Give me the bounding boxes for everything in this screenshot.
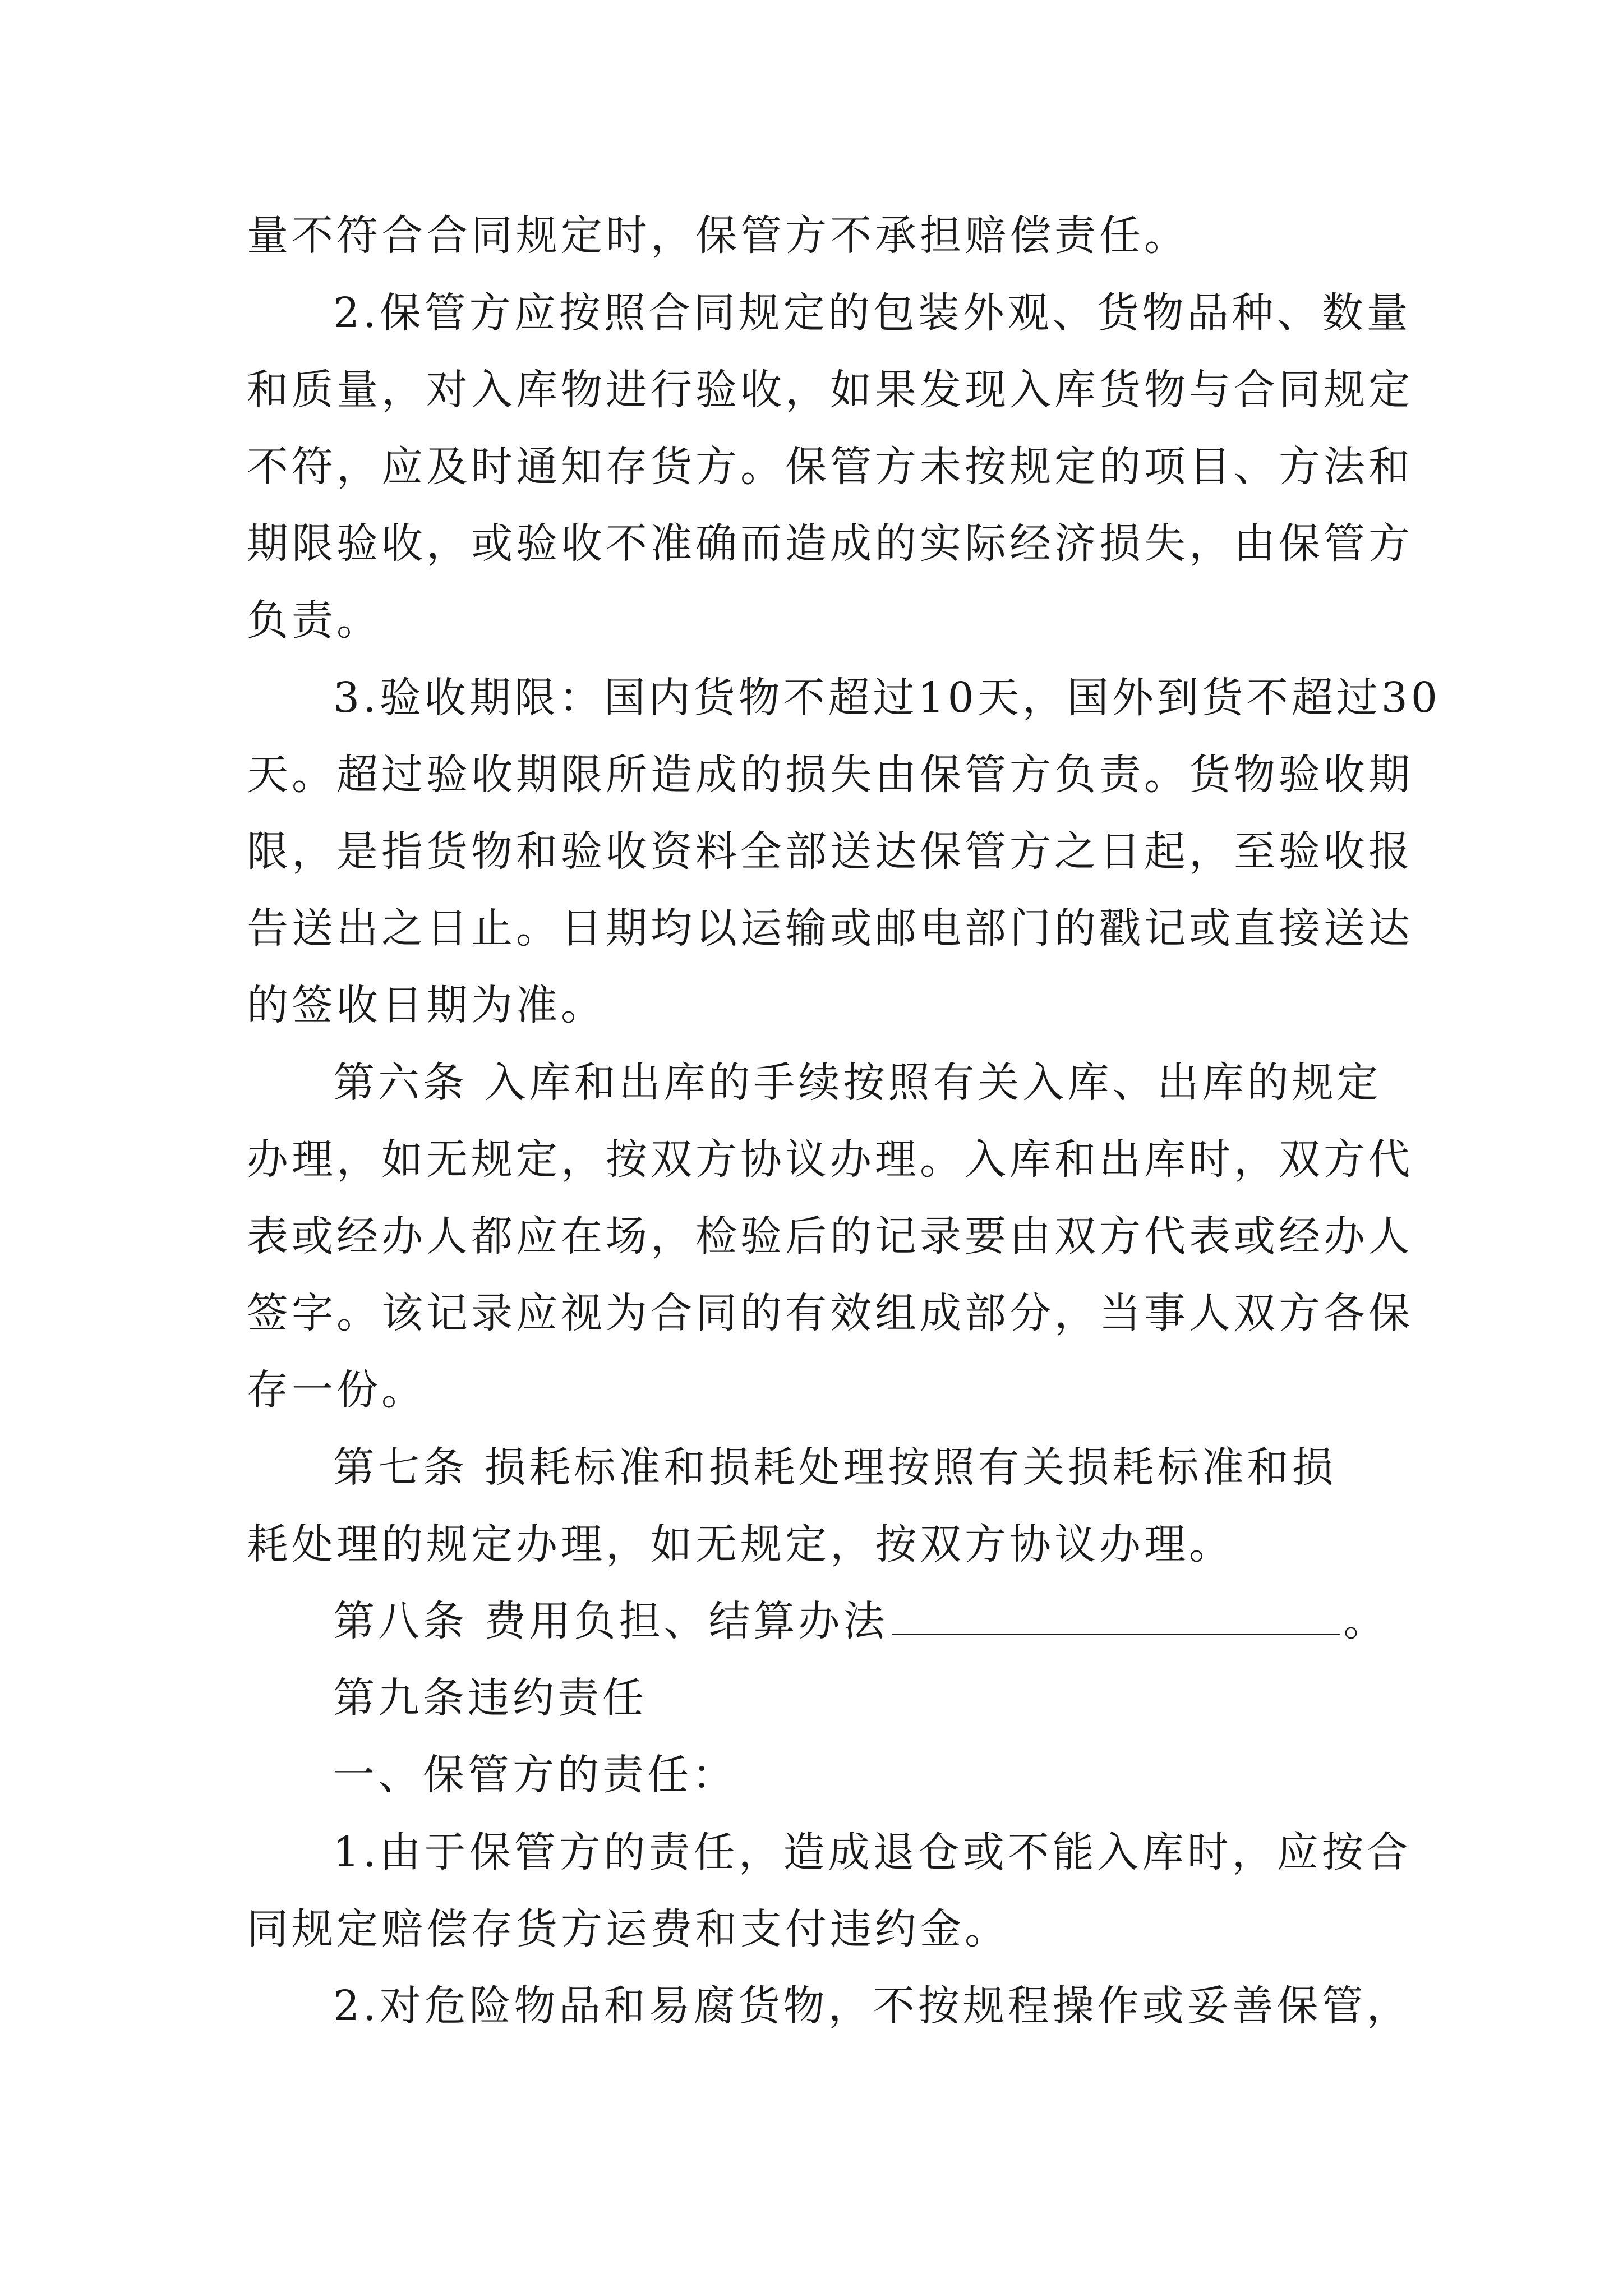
article-8-text: 第八条 费用负担、结算办法 xyxy=(333,1597,888,1645)
article-8-end: 。 xyxy=(1343,1597,1389,1645)
text-line: 表或经办人都应在场，检验后的记录要由双方代表或经办人 xyxy=(247,1212,1413,1260)
text-line: 告送出之日止。日期均以运输或邮电部门的戳记或直接送达 xyxy=(247,904,1413,953)
text-line: 天。超过验收期限所造成的损失由保管方负责。货物验收期 xyxy=(247,751,1413,799)
text-line: 负责。 xyxy=(247,596,381,645)
text-line: 耗处理的规定办理，如无规定，按双方协议办理。 xyxy=(247,1520,1234,1568)
text-line: 1.由于保管方的责任，造成退仓或不能入库时，应按合 xyxy=(333,1828,1412,1876)
text-line: 办理，如无规定，按双方协议办理。入库和出库时，双方代 xyxy=(247,1135,1413,1184)
text-line: 限，是指货物和验收资料全部送达保管方之日起，至验收报 xyxy=(247,827,1413,876)
text-line: 期限验收，或验收不准确而造成的实际经济损失，由保管方 xyxy=(247,519,1413,568)
text-line: 一、保管方的责任： xyxy=(333,1751,737,1799)
text-line: 存一份。 xyxy=(247,1366,426,1414)
article-8-line xyxy=(333,1593,1389,1649)
text-line: 3.验收期限：国内货物不超过10天，国外到货不超过30 xyxy=(333,674,1441,722)
text-line: 2.对危险物品和易腐货物，不按规程操作或妥善保管， xyxy=(333,1982,1412,2030)
text-line: 同规定赔偿存货方运费和支付违约金。 xyxy=(247,1905,1009,1953)
text-line: 不符，应及时通知存货方。保管方未按规定的项目、方法和 xyxy=(247,443,1413,491)
text-line: 和质量，对入库物进行验收，如果发现入库货物与合同规定 xyxy=(247,366,1413,414)
text-line: 第七条 损耗标准和损耗处理按照有关损耗标准和损 xyxy=(333,1443,1337,1492)
text-line: 签字。该记录应视为合同的有效组成部分，当事人双方各保 xyxy=(247,1289,1413,1337)
fill-in-blank xyxy=(892,1594,1340,1635)
text-line: 2.保管方应按照合同规定的包装外观、货物品种、数量 xyxy=(333,289,1412,337)
text-line: 的签收日期为准。 xyxy=(247,981,606,1029)
text-line: 第六条 入库和出库的手续按照有关入库、出库的规定 xyxy=(333,1059,1382,1107)
text-line: 第九条违约责任 xyxy=(333,1674,647,1722)
text-line: 量不符合合同规定时，保管方不承担赔偿责任。 xyxy=(247,211,1189,260)
